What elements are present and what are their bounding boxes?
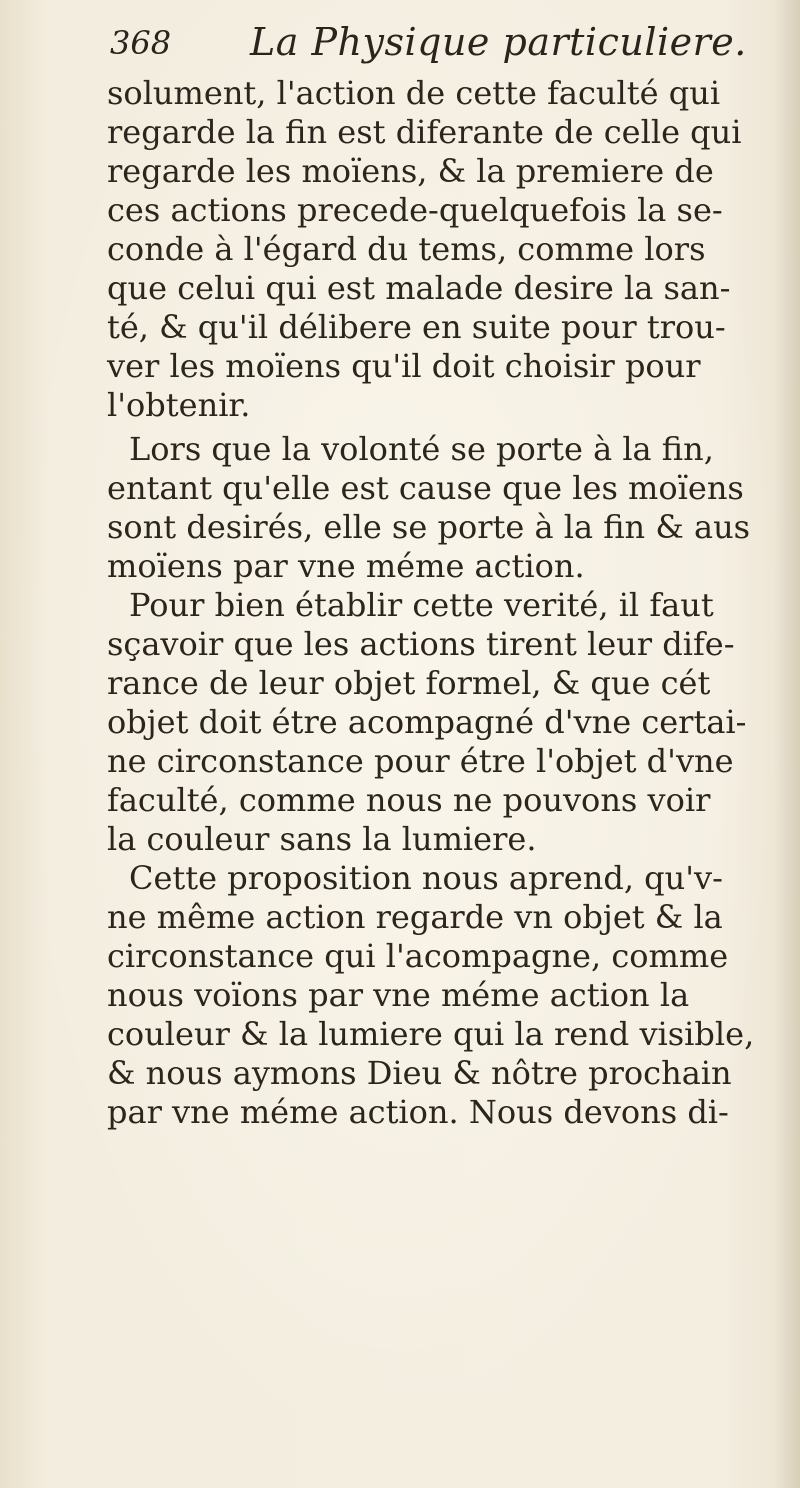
text-line: l'obtenir. — [107, 386, 251, 424]
text-line: sont desirés, elle se porte à la fin & aus — [107, 508, 751, 546]
text-line: ces actions precede-quelquefois la se- — [107, 191, 723, 229]
paragraph-start-line: Cette proposition nous aprend, qu'v- — [129, 859, 723, 897]
text-line: couleur & la lumiere qui la rend visible, — [107, 1015, 755, 1053]
text-line: objet doit étre acompagné d'vne certai- — [107, 703, 747, 741]
text-line: regarde la fin est diferante de celle qui — [107, 113, 742, 151]
text-line: solument, l'action de cette faculté qui — [107, 74, 721, 112]
paragraph-start-line: Lors que la volonté se porte à la fin, — [129, 430, 714, 468]
text-line: circonstance qui l'acompagne, comme — [107, 937, 729, 975]
page-number: 368 — [110, 24, 172, 62]
text-line: & nous aymons Dieu & nôtre prochain — [107, 1054, 732, 1092]
running-title: La Physique particuliere. — [250, 20, 747, 64]
text-line: nous voïons par vne méme action la — [107, 976, 690, 1014]
text-line: que celui qui est malade desire la san- — [107, 269, 731, 307]
text-line: regarde les moïens, & la premiere de — [107, 152, 714, 190]
text-line: ne circonstance pour étre l'objet d'vne — [107, 742, 734, 780]
text-line: la couleur sans la lumiere. — [107, 820, 537, 858]
text-line: conde à l'égard du tems, comme lors — [107, 230, 706, 268]
text-line: sçavoir que les actions tirent leur dife- — [107, 625, 735, 663]
text-line: ver les moïens qu'il doit choisir pour — [107, 347, 701, 385]
text-line: té, & qu'il délibere en suite pour trou- — [107, 308, 726, 346]
text-line: par vne méme action. Nous devons di- — [107, 1093, 729, 1131]
paragraph-start-line: Pour bien établir cette verité, il faut — [129, 586, 714, 624]
text-line: ne même action regarde vn objet & la — [107, 898, 723, 936]
text-line: faculté, comme nous ne pouvons voir — [107, 781, 711, 819]
running-head — [110, 20, 770, 80]
text-line: moïens par vne méme action. — [107, 547, 585, 585]
text-line: entant qu'elle est cause que les moïens — [107, 469, 744, 507]
body-text — [107, 74, 779, 1132]
text-line: rance de leur objet formel, & que cét — [107, 664, 711, 702]
